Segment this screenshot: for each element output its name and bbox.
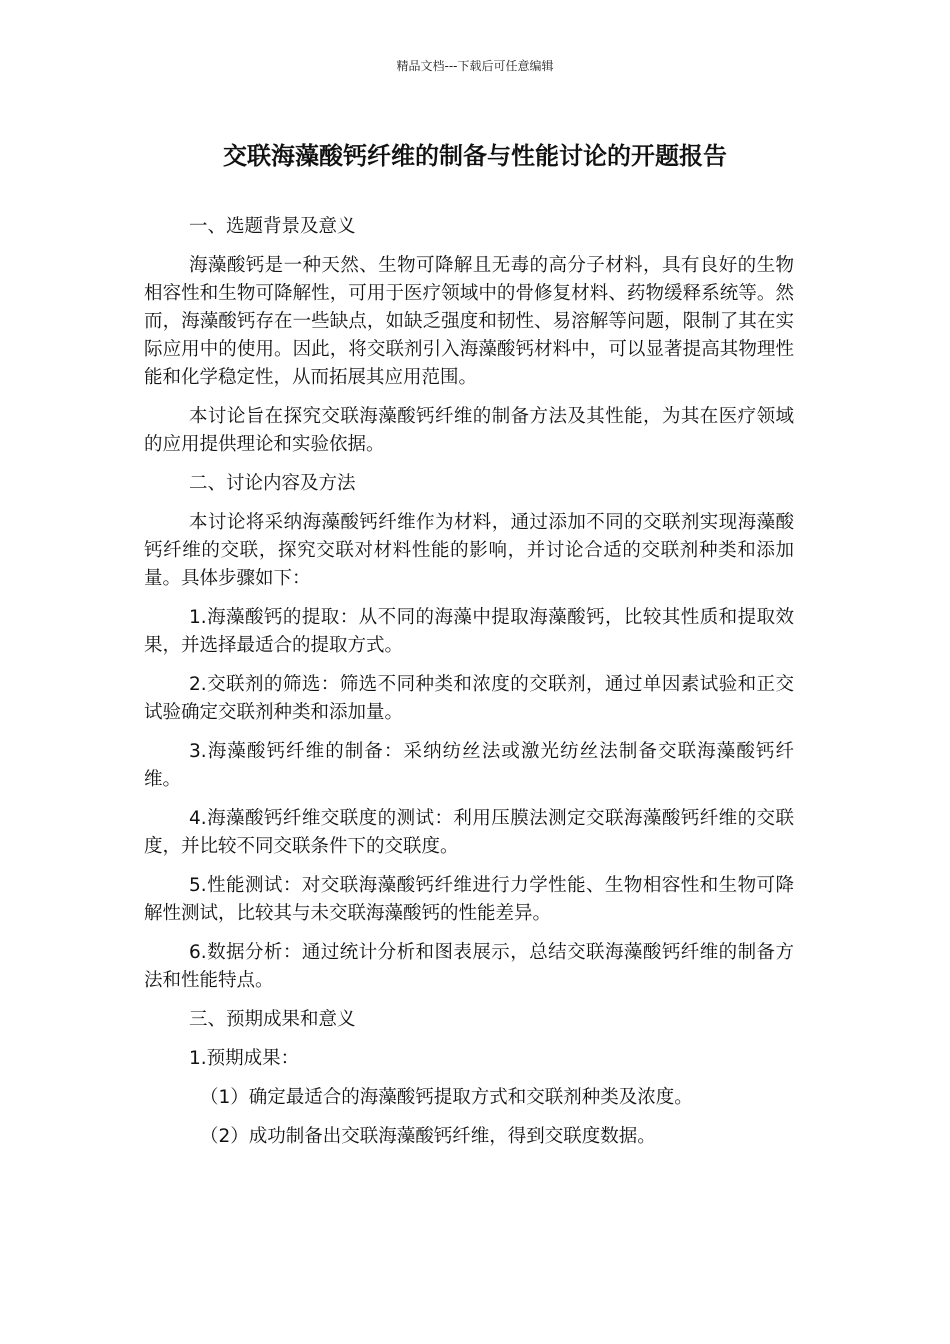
section-2-step-5: 5.性能测试：对交联海藻酸钙纤维进行力学性能、生物相容性和生物可降解性测试，比较其与未交联海藻酸钙的性能差异。 [144,875,794,924]
section-2-paragraph-1: 本讨论将采纳海藻酸钙纤维作为材料，通过添加不同的交联剂实现海藻酸钙纤维的交联，探究交联对材料性能的影响，并讨论合适的交联剂种类和添加量。具体步骤如下： [144,512,794,589]
section-2-step-6: 6.数据分析：通过统计分析和图表展示，总结交联海藻酸钙纤维的制备方法和性能特点。 [144,942,794,991]
section-2-step-1: 1.海藻酸钙的提取：从不同的海藻中提取海藻酸钙，比较其性质和提取效果，并选择最适合的提取方式。 [144,607,794,656]
section-2-step-4: 4.海藻酸钙纤维交联度的测试：利用压膜法测定交联海藻酸钙纤维的交联度，并比较不同交联条件下的交联度。 [144,808,794,857]
section-3-subheading-1: 1.预期成果： [189,1048,300,1069]
section-1-paragraph-2: 本讨论旨在探究交联海藻酸钙纤维的制备方法及其性能，为其在医疗领域的应用提供理论和实验依据。 [144,406,794,455]
section-heading-2: 二、讨论内容及方法 [189,473,356,494]
page-header: 精品文档---下载后可任意编辑 [396,59,554,73]
section-heading-3: 三、预期成果和意义 [189,1009,356,1030]
document-title: 交联海藻酸钙纤维的制备与性能讨论的开题报告 [223,142,727,170]
section-2-step-2: 2.交联剂的筛选：筛选不同种类和浓度的交联剂，通过单因素试验和正交试验确定交联剂种类和添加量。 [144,674,794,723]
section-3-item-1: （1）确定最适合的海藻酸钙提取方式和交联剂种类及浓度。 [200,1087,693,1108]
section-3-item-2: （2）成功制备出交联海藻酸钙纤维，得到交联度数据。 [200,1126,656,1147]
section-heading-1: 一、选题背景及意义 [189,216,356,237]
section-1-paragraph-1: 海藻酸钙是一种天然、生物可降解且无毒的高分子材料，具有良好的生物相容性和生物可降解性，可用于医疗领域中的骨修复材料、药物缓释系统等。然而，海藻酸钙存在一些缺点，如缺乏强度和韧性、易溶解等问题，限制了其在实际应用中的使用。因此，将交联剂引入海藻酸钙材料中，可以显著提高其物理性能和化学稳定性，从而拓展其应用范围。 [144,255,794,388]
section-2-step-3: 3.海藻酸钙纤维的制备：采纳纺丝法或激光纺丝法制备交联海藻酸钙纤维。 [144,741,794,790]
document-body [144,213,794,1162]
